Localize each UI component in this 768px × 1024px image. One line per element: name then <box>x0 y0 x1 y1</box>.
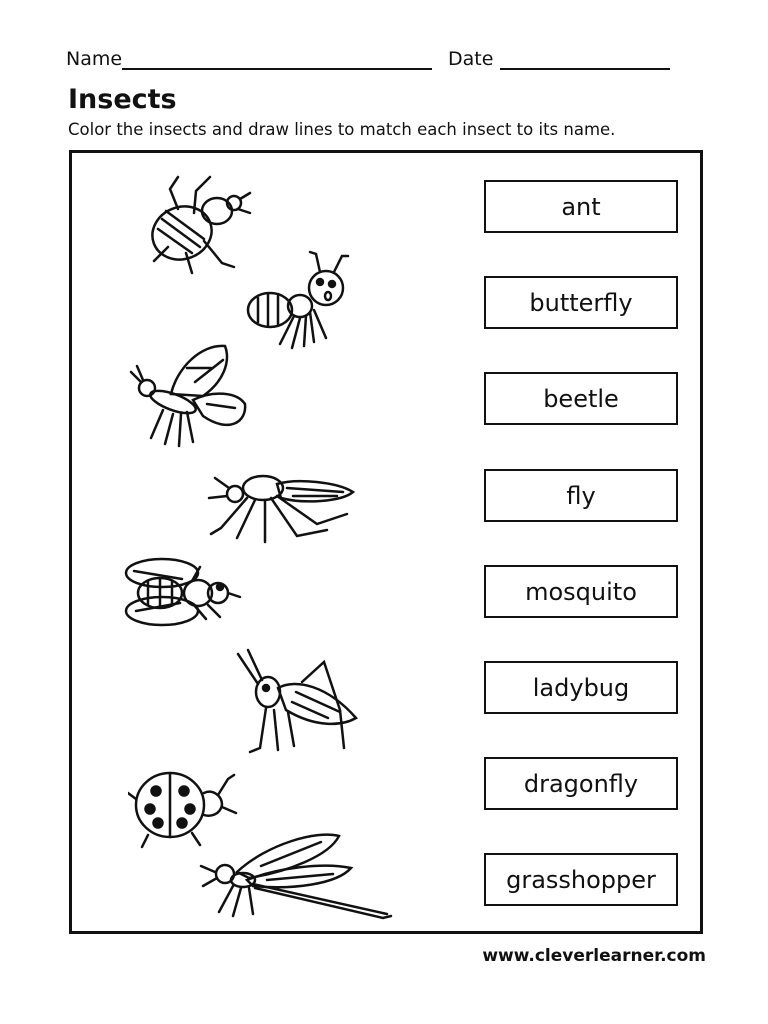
website-footer: www.cleverlearner.com <box>482 946 706 966</box>
fly-icon[interactable] <box>122 553 247 633</box>
word-box-grasshopper[interactable]: grasshopper <box>484 853 678 906</box>
word-box-dragonfly[interactable]: dragonfly <box>484 757 678 810</box>
date-label: Date <box>448 48 494 70</box>
instructions: Color the insects and draw lines to match each insect to its name. <box>68 120 616 139</box>
name-label: Name <box>66 48 123 70</box>
word-box-mosquito[interactable]: mosquito <box>484 565 678 618</box>
header-fields <box>66 44 686 74</box>
word-box-ant[interactable]: ant <box>484 180 678 233</box>
word-box-beetle[interactable]: beetle <box>484 372 678 425</box>
worksheet-frame <box>69 150 703 934</box>
butterfly-icon[interactable] <box>127 338 252 453</box>
word-box-ladybug[interactable]: ladybug <box>484 661 678 714</box>
date-line[interactable] <box>500 68 670 70</box>
beetle-icon[interactable] <box>134 163 254 278</box>
word-box-fly[interactable]: fly <box>484 469 678 522</box>
worksheet-title: Insects <box>68 84 177 115</box>
word-box-butterfly[interactable]: butterfly <box>484 276 678 329</box>
ant-icon[interactable] <box>244 248 359 353</box>
name-line[interactable] <box>122 68 432 70</box>
dragonfly-icon[interactable] <box>197 828 397 928</box>
grasshopper-icon[interactable] <box>232 648 362 763</box>
mosquito-icon[interactable] <box>207 458 357 548</box>
